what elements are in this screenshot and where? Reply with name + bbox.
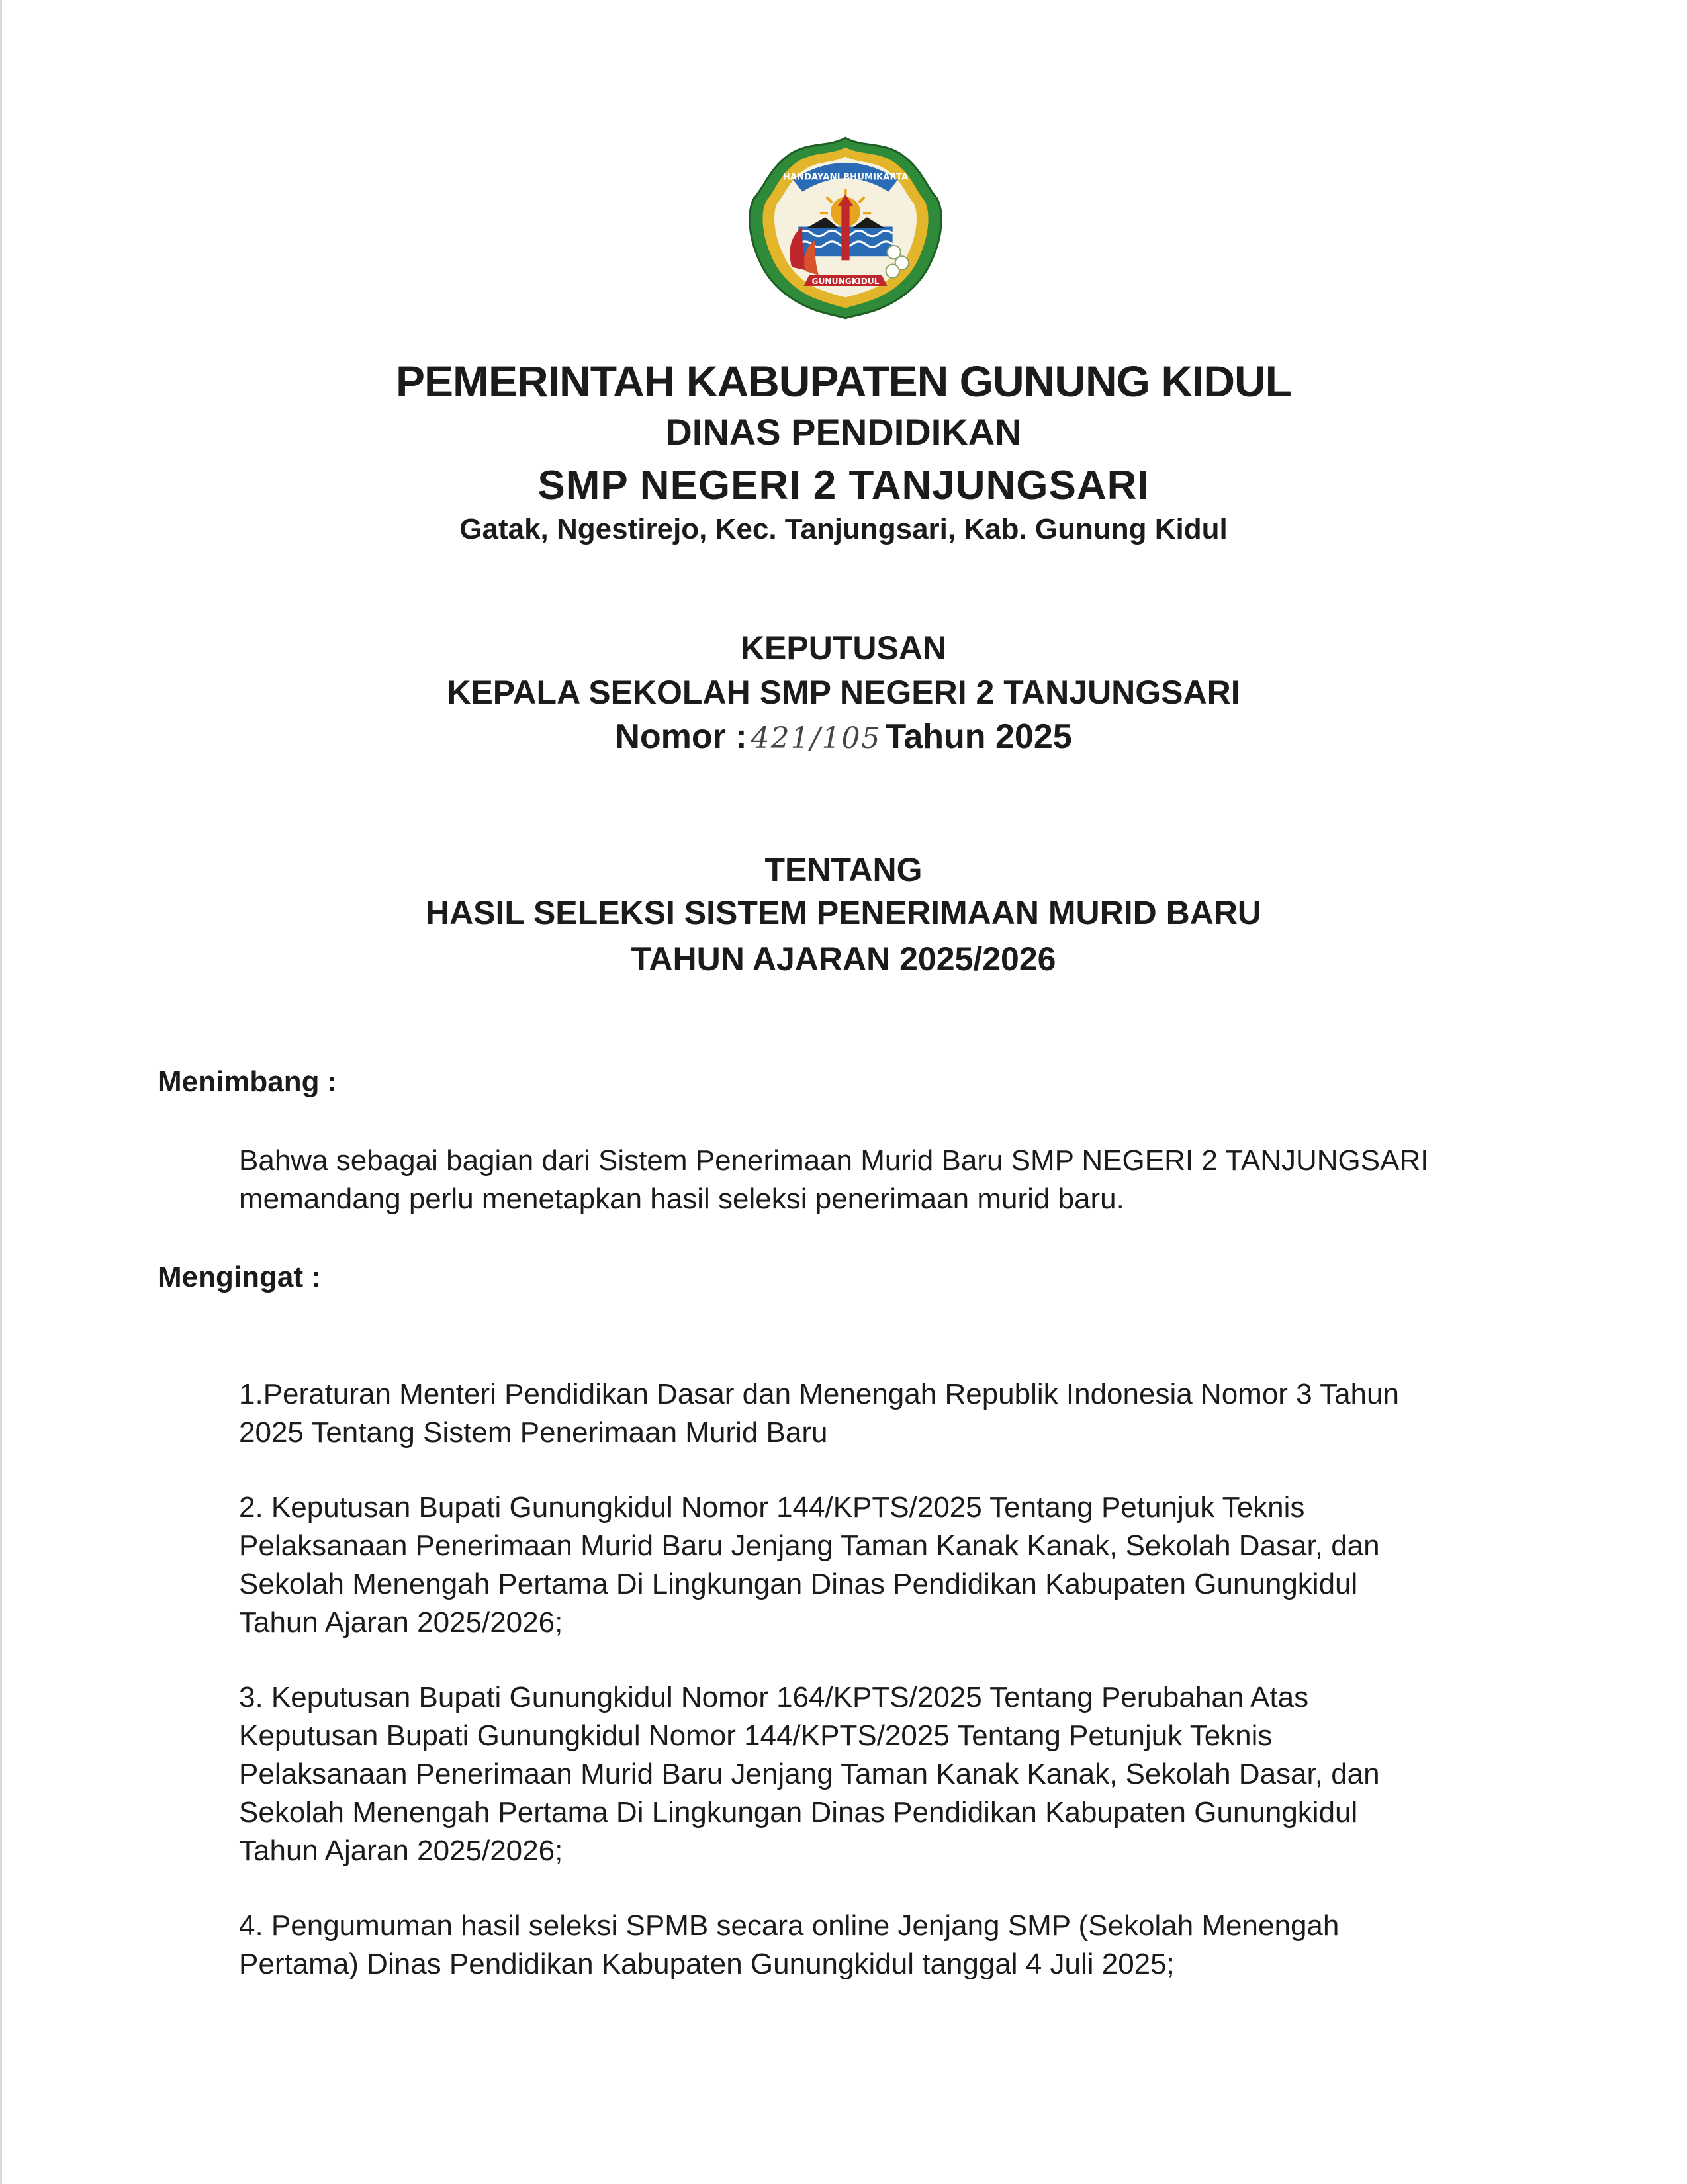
title-tentang: TENTANG bbox=[764, 851, 923, 888]
mengingat-item bbox=[239, 1375, 1536, 1452]
menimbang-line: memandang perlu menetapkan hasil seleksi penerimaan murid baru. bbox=[239, 1183, 1124, 1215]
title-kepala-sekolah: KEPALA SEKOLAH SMP NEGERI 2 TANJUNGSARI bbox=[447, 674, 1240, 711]
menimbang-paragraph bbox=[239, 1142, 1536, 1218]
mengingat-line: Sekolah Menengah Pertama Di Lingkungan Dinas Pendidikan Kabupaten Gunungkidul bbox=[239, 1796, 1358, 1829]
mengingat-line: Keputusan Bupati Gunungkidul Nomor 144/KPTS/2025 Tentang Petunjuk Teknis bbox=[239, 1719, 1273, 1752]
mengingat-line: Pelaksanaan Penerimaan Murid Baru Jenjang Taman Kanak Kanak, Sekolah Dasar, dan bbox=[239, 1758, 1380, 1790]
mengingat-list bbox=[239, 1375, 1536, 2020]
nomor-handwritten-value: 421/105 bbox=[751, 721, 882, 755]
emblem-motto-text: HANDAYANI BHUMIKARTA bbox=[782, 172, 909, 183]
header-sekolah: SMP NEGERI 2 TANJUNGSARI bbox=[537, 463, 1150, 508]
mengingat-item bbox=[239, 1488, 1536, 1642]
scan-edge bbox=[0, 0, 2, 2184]
mengingat-line: Pertama) Dinas Pendidikan Kabupaten Gunungkidul tanggal 4 Juli 2025; bbox=[239, 1948, 1175, 1980]
emblem-ribbon-text: GUNUNGKIDUL bbox=[811, 276, 880, 286]
header-alamat: Gatak, Ngestirejo, Kec. Tanjungsari, Kab. Gunung Kidul bbox=[459, 513, 1228, 545]
title-keputusan: KEPUTUSAN bbox=[740, 629, 947, 666]
mengingat-line: 2025 Tentang Sistem Penerimaan Murid Baru bbox=[239, 1416, 828, 1449]
mengingat-label: Mengingat : bbox=[158, 1261, 321, 1293]
gunungkidul-regency-emblem-icon bbox=[745, 132, 946, 321]
menimbang-line: Bahwa sebagai bagian dari Sistem Penerimaan Murid Baru SMP NEGERI 2 TANJUNGSARI bbox=[239, 1144, 1429, 1177]
mengingat-line: Tahun Ajaran 2025/2026; bbox=[239, 1606, 563, 1639]
mengingat-item bbox=[239, 1678, 1536, 1870]
header-dinas: DINAS PENDIDIKAN bbox=[665, 411, 1022, 453]
mengingat-line: Sekolah Menengah Pertama Di Lingkungan Dinas Pendidikan Kabupaten Gunungkidul bbox=[239, 1568, 1358, 1600]
nomor-label: Nomor : bbox=[615, 717, 747, 756]
mengingat-line: Tahun Ajaran 2025/2026; bbox=[239, 1835, 563, 1867]
title-hasil-seleksi: HASIL SELEKSI SISTEM PENERIMAAN MURID BARU bbox=[425, 894, 1262, 931]
mengingat-line: 3. Keputusan Bupati Gunungkidul Nomor 164/KPTS/2025 Tentang Perubahan Atas bbox=[239, 1681, 1309, 1713]
header-pemerintah: PEMERINTAH KABUPATEN GUNUNG KIDUL bbox=[396, 357, 1291, 406]
mengingat-line: Pelaksanaan Penerimaan Murid Baru Jenjang Taman Kanak Kanak, Sekolah Dasar, dan bbox=[239, 1529, 1380, 1562]
mengingat-line: 1.Peraturan Menteri Pendidikan Dasar dan Menengah Republik Indonesia Nomor 3 Tahun bbox=[239, 1378, 1399, 1410]
nomor-tahun: Tahun 2025 bbox=[885, 717, 1072, 756]
menimbang-label: Menimbang : bbox=[158, 1066, 338, 1098]
title-tahun-ajaran: TAHUN AJARAN 2025/2026 bbox=[631, 940, 1056, 978]
title-nomor bbox=[0, 717, 1687, 756]
mengingat-line: 2. Keputusan Bupati Gunungkidul Nomor 144/KPTS/2025 Tentang Petunjuk Teknis bbox=[239, 1491, 1305, 1524]
mengingat-item bbox=[239, 1907, 1536, 1983]
mengingat-line: 4. Pengumuman hasil seleksi SPMB secara online Jenjang SMP (Sekolah Menengah bbox=[239, 1909, 1340, 1942]
